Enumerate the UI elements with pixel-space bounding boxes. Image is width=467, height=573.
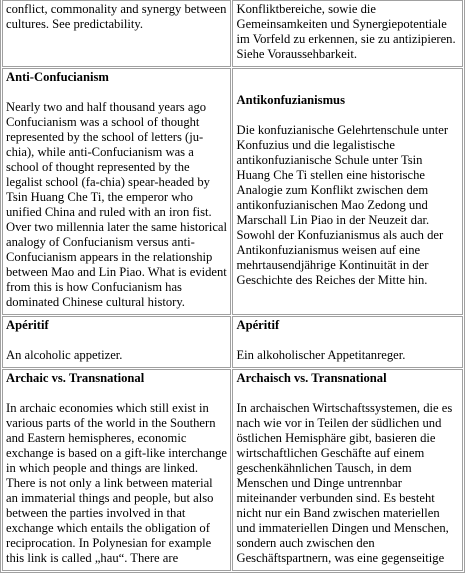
german-definition: Ein alkoholischer Appetitanreger. [236,348,406,362]
table-row [2,316,463,368]
german-cell [232,0,463,67]
english-term: Apéritif [6,318,49,332]
english-cell [2,369,231,571]
english-definition: conflict, commonality and synergy between cultures. See predictability. [6,2,227,31]
german-term: Antikonfuzianismus [236,92,345,107]
table-row [2,369,463,571]
german-cell [232,369,463,571]
table-row [2,0,463,67]
german-cell [232,68,463,315]
german-definition: In archaischen Wirtschaftssystemen, die es nach wie vor in Teilen der südlichen und östlichen Hemisphäre gibt, basieren die wirtschaftlichen Geschäfte auf einem geschenkähnlichen Tausch, in dem Menschen und Dinge untrennbar miteinander verbunden sind. Es besteht nicht nur ein Band zwischen materiellen und immateriellen Dingen und Menschen, sondern auch zwischen den Geschäftspartnern, was eine gegenseitige [236,401,453,565]
english-definition: Nearly two and half thousand years ago Confucianism was a school of thought represented by the school of letters (ju-chia), while anti-Confucianism was a school of thought represented by the legalist school (fa-chia) spear-headed by Tsin Huang Che Ti, the emperor who unified China and ruled with an iron fist. Over two millennia later the same historical analogy of Confucianism versus anti-Confucianism appears in the relationship between Mao and Lin Piao. What is evident from this is how Confucianism has dominated Chinese cultural history. [6,100,228,309]
german-definition: Die konfuzianische Gelehrtenschule unter Konfuzius und die legalistische antikonfuzianische Schule unter Tsin Huang Che Ti stellen eine historische Analogie zum Konflikt zwischen dem antikonfuzianischen Mao Zedong und Marschall Lin Piao in der Neuzeit dar. Sowohl der Konfuzianismus als auch der Antikonfuzianismus weisen auf eine mehrtausendjährige Kontinuität in der Geschichte des Reiches der Mitte hin. [236,122,449,287]
english-definition: In archaic economies which still exist in various parts of the world in the Southern and Eastern hemispheres, economic exchange is based on a gift-like interchange in which people and things are linked. There is not only a link between material an immaterial things and people, but also between the parties involved in that exchange which entails the obligation of reciprocation. In Polynesian for example this link is called „hau“. There are [6,401,227,565]
english-term: Anti-Confucianism [6,70,109,84]
english-cell [2,316,231,368]
english-cell [2,68,231,315]
english-definition: An alcoholic appetizer. [6,348,123,362]
english-term: Archaic vs. Transnational [6,371,145,385]
german-definition: Konfliktbereiche, sowie die Gemeinsamkeiten und Synergiepotentiale im Vorfeld zu erkennen, sie zu antizipieren. Siehe Voraussehbarkeit. [236,2,456,61]
english-cell [2,0,231,67]
table-row [2,68,463,315]
german-term: Archaisch vs. Transnational [236,371,387,385]
german-cell [232,316,463,368]
german-term: Apéritif [236,318,280,332]
